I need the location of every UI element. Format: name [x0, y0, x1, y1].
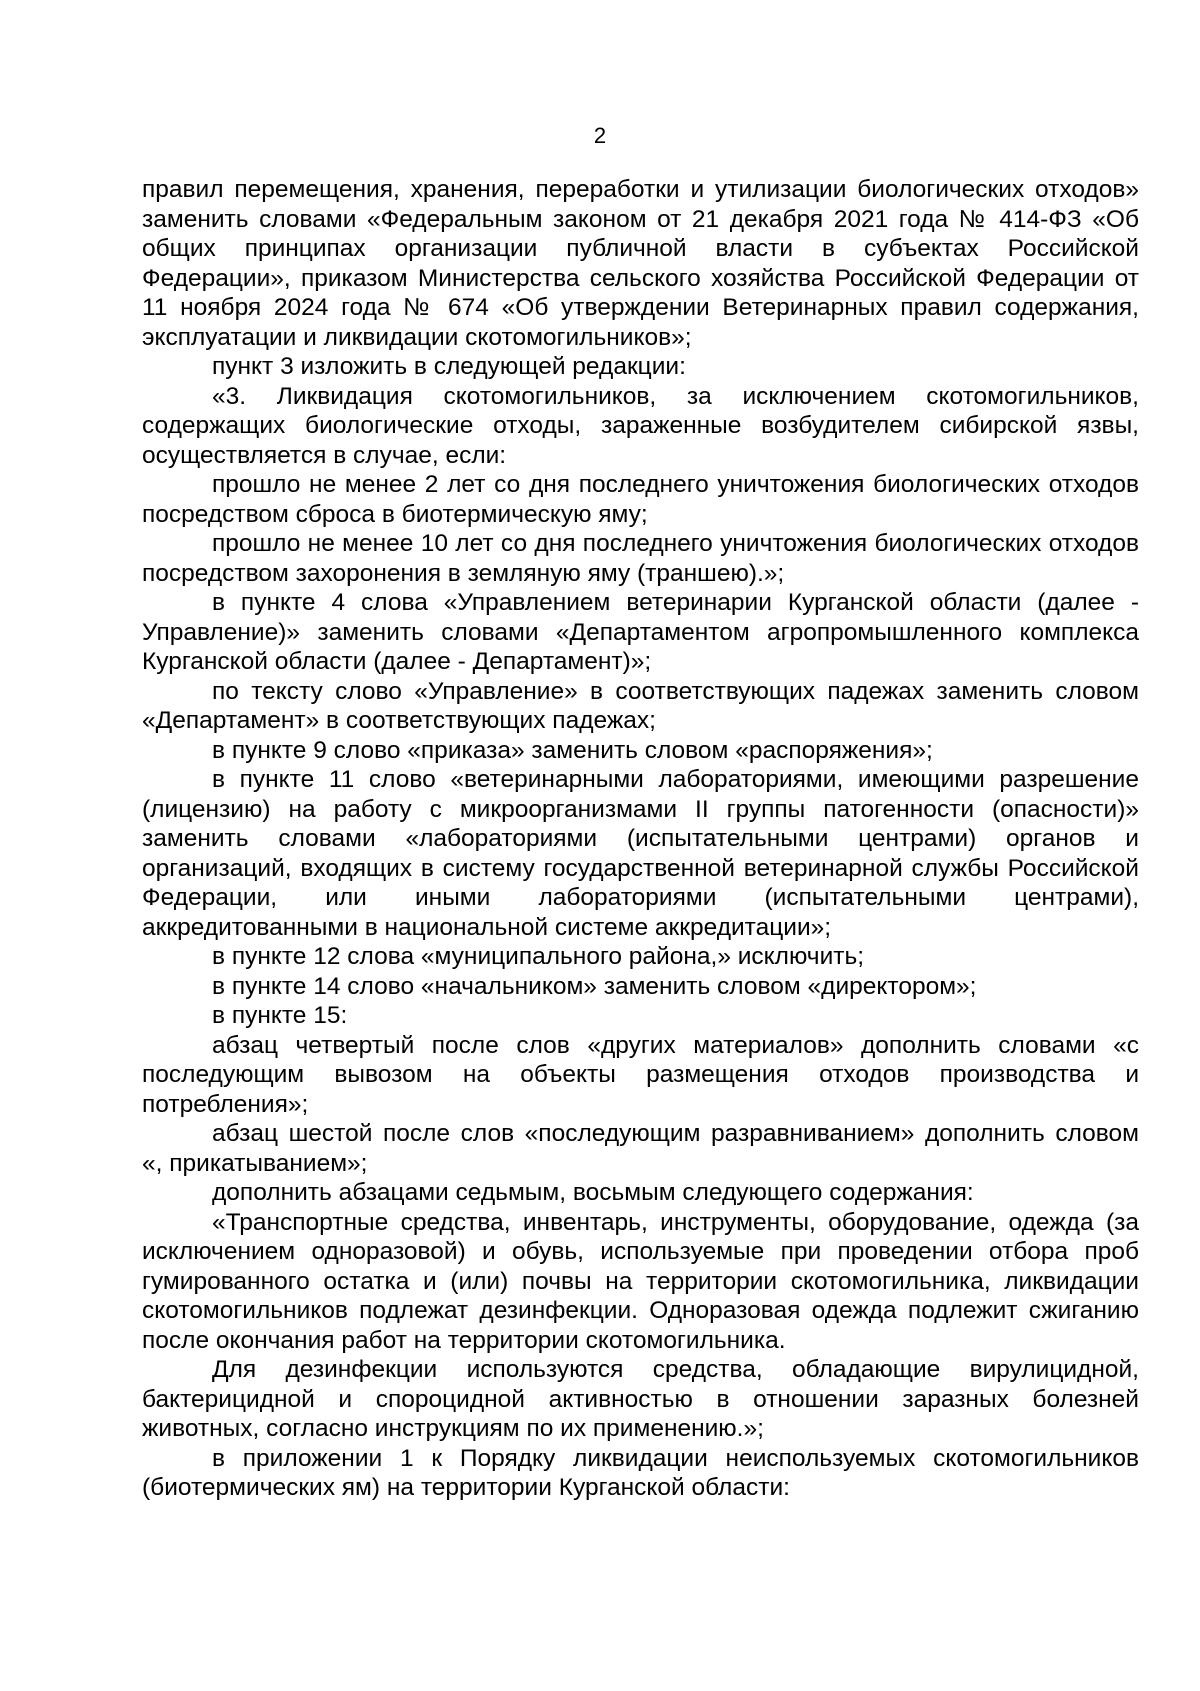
paragraph: по тексту слово «Управление» в соответствующих падежах заменить словом «Департамент» в соответствующих падежах;	[142, 677, 1139, 734]
paragraph: пункт 3 изложить в следующей редакции:	[212, 353, 686, 380]
paragraph: «Транспортные средства, инвентарь, инструменты, оборудование, одежда (за исключением одноразовой) и обувь, используемые при проведении отбора проб гумированного остатка и (или) почвы на территории скотомогильника, ликвидации скотомогильников подлежат дезинфекции. Одноразовая одежда подлежит сжиганию после окончания работ на территории скотомогильника.	[142, 1208, 1139, 1354]
paragraph: в пункте 15:	[212, 1002, 348, 1029]
paragraph: «3. Ликвидация скотомогильников, за исключением скотомогильников, содержащих биологические отходы, зараженные возбудителем сибирской язвы, осуществляется в случае, если:	[142, 382, 1139, 469]
paragraph: в пункте 4 слова «Управлением ветеринарии Курганской области (далее - Управление)» заменить словами «Департаментом агропромышленного комплекса Курганской области (далее - Департамент)»;	[142, 589, 1139, 675]
document-body	[142, 175, 1139, 1503]
paragraph: абзац шестой после слов «последующим разравниванием» дополнить словом «, прикатыванием»;	[142, 1120, 1139, 1177]
paragraph: прошло не менее 2 лет со дня последнего уничтожения биологических отходов посредством сброса в биотермическую яму;	[142, 471, 1139, 528]
paragraph: в пункте 9 слово «приказа» заменить словом «распоряжения»;	[212, 736, 933, 764]
paragraph: в пункте 11 слово «ветеринарными лабораториями, имеющими разрешение (лицензию) на работу с микроорганизмами II группы патогенности (опасности)» заменить словами «лабораториями (испытательными центрами) органов и организаций, входящих в систему государственной ветеринарной службы Российской Федерации, или иными лабораториями (испытательными центрами), аккредитованными в национальной системе аккредитации»;	[142, 766, 1139, 941]
paragraph: абзац четвертый после слов «других материалов» дополнить словами «с последующим вывозом на объекты размещения отходов производства и потребления»;	[142, 1031, 1139, 1118]
paragraph: прошло не менее 10 лет со дня последнего уничтожения биологических отходов посредством захоронения в земляную яму (траншею).»;	[142, 530, 1139, 587]
paragraph: дополнить абзацами седьмым, восьмым следующего содержания:	[212, 1179, 974, 1206]
paragraph: в пункте 12 слова «муниципального района,» исключить;	[212, 943, 865, 970]
paragraph: в пункте 14 слово «начальником» заменить словом «директором»;	[212, 972, 977, 1000]
page-number: 2	[593, 123, 607, 148]
paragraph: в приложении 1 к Порядку ликвидации неиспользуемых скотомогильников (биотермических ям) на территории Курганской области:	[142, 1444, 1139, 1501]
paragraph: правил перемещения, хранения, переработки и утилизации биологических отходов» заменить словами «Федеральным законом от 21 декабря 2021 года № 414-ФЗ «Об общих принципах организации публичной власти в субъектах Российской Федерации», приказом Министерства сельского хозяйства Российской Федерации от 11 ноября 2024 года № 674 «Об утверждении Ветеринарных правил содержания, эксплуатации и ликвидации скотомогильников»;	[142, 176, 1139, 351]
paragraph: Для дезинфекции используются средства, обладающие вирулицидной, бактерицидной и спороцидной активностью в отношении заразных болезней животных, согласно инструкциям по их применению.»;	[142, 1356, 1139, 1442]
